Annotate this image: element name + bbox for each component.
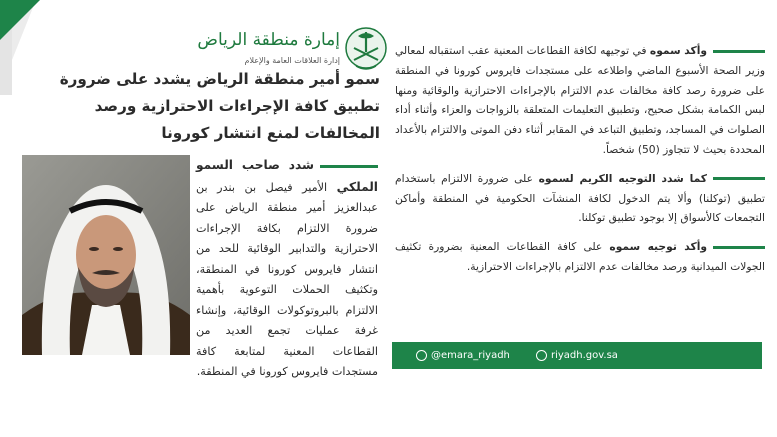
paragraph-body: في توجيهه لكافة القطاعات المعنية عقب استقباله لمعالي وزير الصحة الأسبوع الماضي واطلاعه على مستجدات فايروس كورونا في المنطقة على ضرورة رصد كافة مخالفات عدم الالتزام بالإجراءات الاحترازية والوقائية ومنها لبس الكمامة بشكل صحيح، وتطبيق التعليمات المتعلقة بالزواجات والعزاء وأثناء أداء الصلوات في المساجد، وتطبيق التباعد في المقابر أثناء دفن الموتى والالتزام بالأعداد المحددة بحيث لا تتجاوز (50) شخصاً.	[395, 44, 765, 156]
section-divider	[713, 177, 765, 180]
paragraph-lead: كما شدد التوجيه الكريم لسموه	[538, 171, 708, 185]
section-divider	[320, 165, 378, 168]
section-divider	[713, 246, 765, 249]
lead-body: الأمير فيصل بن بندر بن عبدالعزيز أمير منطقة الرياض على ضرورة الالتزام بكافة الإجراءات الاحترازية والتدابير الوقائية للحد من انتشار فايروس كورونا في المنطقة، وتكثيف الحملات التوعوية بأهمية الالتزام بالبروتوكولات الوقائية، وإنشاء غرفة عمليات تجمع العديد من القطاعات المعنية لمتابعة كافة مستجدات فايروس كورونا في المنطقة.	[196, 180, 378, 378]
twitter-link[interactable]	[416, 342, 510, 369]
footer-bar	[392, 342, 762, 369]
twitter-handle: @emara_riyadh	[431, 350, 510, 361]
paragraph	[395, 237, 765, 277]
lead-paragraph	[196, 155, 378, 383]
twitter-icon	[416, 350, 427, 361]
paragraph-lead: وأكد توجيه سموه	[609, 240, 707, 254]
globe-icon	[536, 350, 547, 361]
lead-emphasis: شدد صاحب السمو الملكي	[196, 158, 378, 194]
portrait-illustration	[22, 155, 190, 355]
paragraph	[395, 41, 765, 160]
portrait-photo	[22, 155, 190, 355]
article-title: سمو أمير منطقة الرياض يشدد على ضرورة تطبيق كافة الإجراءات الاحترازية ورصد المخالفات لمنع انتشار كورونا	[59, 70, 380, 142]
paragraph	[395, 169, 765, 228]
paragraph-body: على ضرورة الالتزام باستخدام تطبيق (توكلنا) وألا يتم الدخول لكافة المنشآت الحكومية في المنطقة وأماكن التجمعات كالأسواق إلا بوجود تطبيق توكلنا.	[395, 171, 765, 225]
corner-decoration-green	[0, 0, 40, 40]
department-name: إدارة العلاقات العامة والإعلام	[244, 56, 340, 65]
org-name: إمارة منطقة الرياض	[197, 30, 340, 50]
website-link[interactable]	[536, 342, 618, 369]
paragraph-lead: وأكد سموه	[649, 44, 707, 57]
article-body	[395, 41, 765, 286]
website-url: riyadh.gov.sa	[551, 350, 618, 361]
paragraph-body: على كافة القطاعات المعنية بضرورة تكثيف الجولات الميدانية ورصد مخالفات عدم الالتزام بالإجراءات الاحترازية.	[395, 240, 765, 273]
section-divider	[713, 50, 765, 53]
